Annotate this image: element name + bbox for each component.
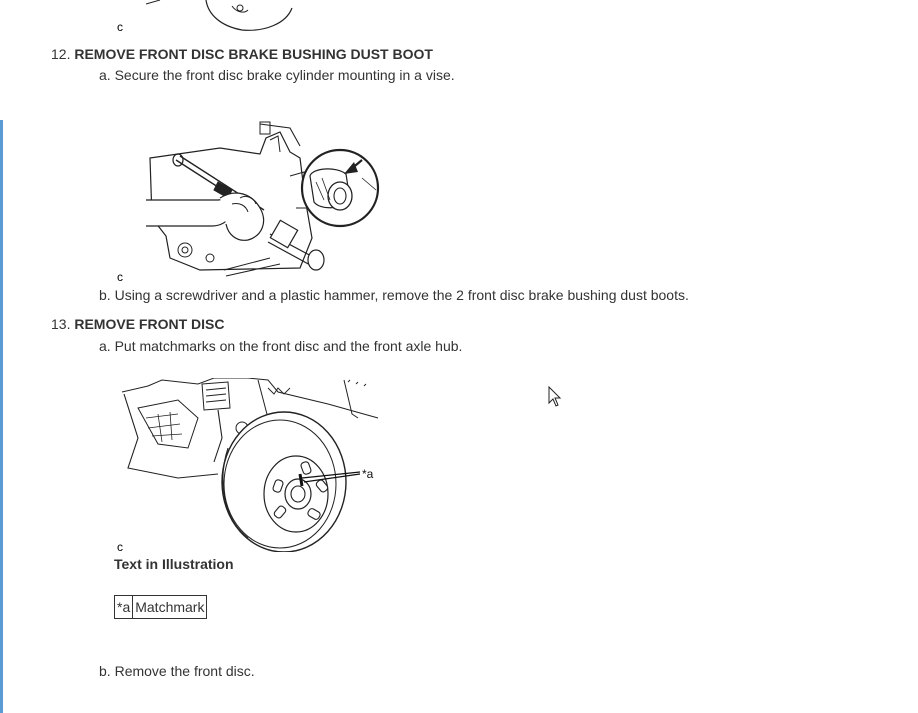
illustration-top-partial [140, 0, 320, 34]
section-title: REMOVE FRONT DISC BRAKE BUSHING DUST BOOT [74, 46, 433, 62]
illustration-caption-mark: c [117, 20, 123, 34]
illustration-legend-table [114, 595, 207, 619]
illustration-disc-matchmark [118, 378, 383, 552]
step-13b [99, 662, 255, 680]
section-number: 12. [51, 46, 71, 62]
step-12b [99, 286, 689, 304]
step-label: a. [99, 338, 111, 354]
step-label: b. [99, 287, 111, 303]
step-text: Remove the front disc. [114, 663, 255, 679]
step-text: Put matchmarks on the front disc and the front axle hub. [114, 338, 463, 354]
mouse-pointer-icon [548, 386, 562, 411]
illustration-caption-mark: c [117, 540, 123, 554]
step-text: Secure the front disc brake cylinder mounting in a vise. [114, 67, 455, 83]
legend-value: Matchmark [133, 596, 207, 619]
step-label: a. [99, 67, 111, 83]
illustration-dust-boot-removal [140, 118, 385, 280]
illustration-caption-mark: c [117, 270, 123, 284]
step-12a [99, 66, 455, 84]
step-text: Using a screwdriver and a plastic hammer, remove the 2 front disc brake bushing dust boots. [114, 287, 689, 303]
section-number: 13. [51, 316, 71, 332]
text-in-illustration-heading: Text in Illustration [114, 556, 234, 572]
legend-key: *a [115, 596, 133, 619]
illustration-callout-label: *a [362, 467, 374, 481]
section-title: REMOVE FRONT DISC [74, 316, 225, 332]
section-heading-13 [51, 315, 224, 333]
page-edge-accent [0, 120, 3, 713]
step-label: b. [99, 663, 111, 679]
table-row [115, 596, 207, 619]
step-13a [99, 337, 462, 355]
section-heading-12 [51, 45, 433, 63]
